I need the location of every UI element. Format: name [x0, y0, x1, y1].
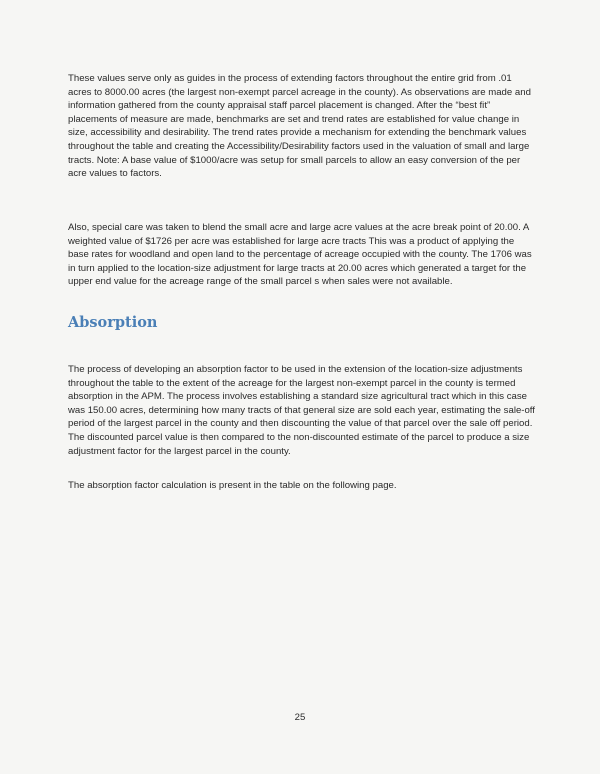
- paragraph-absorption-table-note: The absorption factor calculation is present in the table on the following page.: [68, 480, 397, 491]
- paragraph-absorption-process: The process of developing an absorption factor to be used in the extension of the location-size adjustments throughout the table to the extent of the acreage for the largest non-exempt parcel in the county is termed absorption in the APM. The process involves establishing a standard size agricultural tract which in this case was 150.00 acres, determining how many tracts of that general size are sold each year, estimating the sale-off period of the largest parcel in the county and then discounting the value of that parcel over the sale off period. The discounted parcel value is then compared to the non-discounted estimate of the parcel to produce a size adjustment factor for the largest parcel in the county.: [68, 364, 535, 457]
- page-number: 25: [294, 712, 306, 723]
- paragraph-guides: These values serve only as guides in the process of extending factors throughout the entire grid from .01 acres to 8000.00 acres (the largest non-exempt parcel acreage in the county). As observations are made and information gathered from the county appraisal staff parcel placement is changed. After the “best fit” placements of measure are made, benchmarks are set and trend rates are established for value change in size, accessibility and desirability. The trend rates provide a mechanism for extending the benchmark values throughout the table and creating the Accessibility/Desirability factors used in the valuation of small and large tracts. Note: A base value of $1000/acre was setup for small parcels to allow an easy conversion of the per acre values to factors.: [68, 73, 531, 180]
- paragraph-blend-values: Also, special care was taken to blend the small acre and large acre values at the acre break point of 20.00. A weighted value of $1726 per acre was established for large acre tracts This was a product of applying the base rates for woodland and open land to the percentage of acreage occupied with the county. The 1706 was in turn applied to the location-size adjustment for large tracts at 20.00 acres which generated a target for the upper end value for the acreage range of the small parcel s when sales were not available.: [68, 222, 532, 288]
- section-heading-absorption: Absorption: [68, 314, 158, 331]
